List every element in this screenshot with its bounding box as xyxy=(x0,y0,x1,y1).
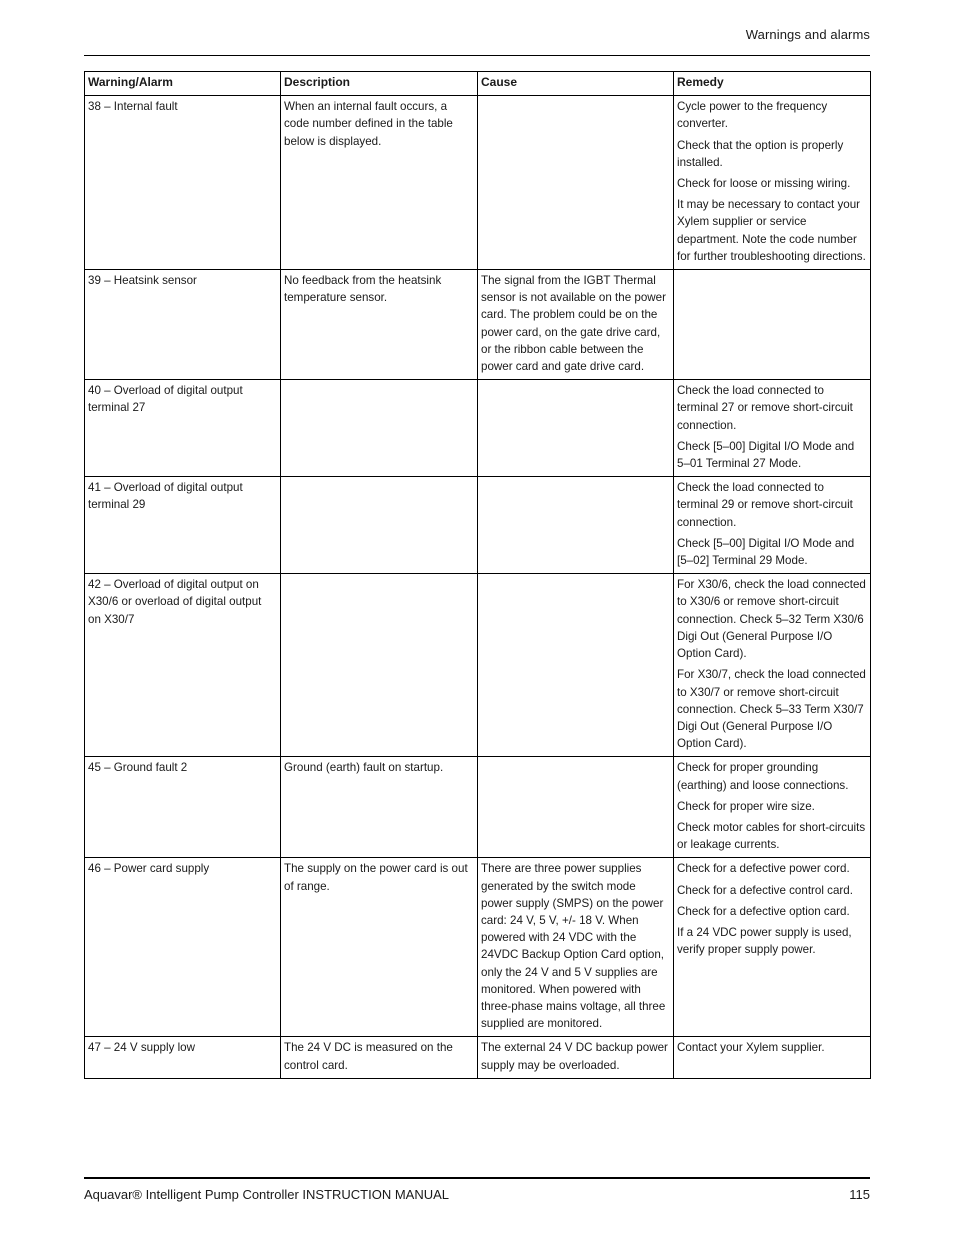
alarms-table xyxy=(84,71,871,1079)
description-cell xyxy=(281,757,478,858)
header-divider xyxy=(84,55,870,56)
remedy-cell xyxy=(674,270,871,380)
remedy-paragraph: Check for a defective control card. xyxy=(677,883,853,897)
remedy-paragraph: It may be necessary to contact your Xylem supplier or service department. Note the code number for further troubleshooting directions. xyxy=(677,198,866,263)
column-header-description: Description xyxy=(281,72,478,96)
description-paragraph: When an internal fault occurs, a code number defined in the table below is displayed. xyxy=(284,100,453,148)
cause-paragraph: The external 24 V DC backup power supply may be overloaded. xyxy=(481,1041,668,1072)
alarm-cell: 40 – Overload of digital output terminal 27 xyxy=(85,380,281,477)
remedy-cell xyxy=(674,858,871,1037)
description-cell xyxy=(281,270,478,380)
description-paragraph: The 24 V DC is measured on the control card. xyxy=(284,1041,453,1072)
remedy-cell xyxy=(674,380,871,477)
cause-cell xyxy=(478,757,674,858)
column-header-cause: Cause xyxy=(478,72,674,96)
remedy-paragraph: For X30/6, check the load connected to X30/6 or remove short-circuit connection. Check 5–32 Term X30/6 Digi Out (General Purpose I/O Option Card). xyxy=(677,578,866,661)
remedy-paragraph: Check for loose or missing wiring. xyxy=(677,177,851,191)
cause-paragraph: There are three power supplies generated by the switch mode power supply (SMPS) on the power card: 24 V, 5 V, +/- 18 V. When powered with 24 VDC with the 24VDC Backup Option Card option, only the 24 V and 5 V supplies are monitored. When powered with three-phase mains voltage, all three supplied are monitored. xyxy=(481,862,666,1031)
column-header-remedy: Remedy xyxy=(674,72,871,96)
alarm-cell: 45 – Ground fault 2 xyxy=(85,757,281,858)
remedy-paragraph: Check [5–00] Digital I/O Mode and [5–02] Terminal 29 Mode. xyxy=(677,536,855,568)
remedy-paragraph: Check for proper wire size. xyxy=(677,799,815,813)
footer-divider xyxy=(84,1177,870,1179)
remedy-cell xyxy=(674,757,871,858)
cause-cell xyxy=(478,858,674,1037)
description-paragraph: The supply on the power card is out of range. xyxy=(284,862,468,893)
alarm-cell: 46 – Power card supply xyxy=(85,858,281,1037)
description-cell xyxy=(281,1037,478,1078)
remedy-cell xyxy=(674,477,871,574)
alarm-cell: 42 – Overload of digital output on X30/6 or overload of digital output on X30/7 xyxy=(85,574,281,757)
table-row xyxy=(85,96,871,270)
section-title: Warnings and alarms xyxy=(745,27,870,42)
alarm-cell: 41 – Overload of digital output terminal 29 xyxy=(85,477,281,574)
remedy-paragraph: Check the load connected to terminal 29 or remove short-circuit connection. xyxy=(677,481,853,529)
description-paragraph: Ground (earth) fault on startup. xyxy=(284,761,444,775)
table-row xyxy=(85,270,871,380)
table-body xyxy=(85,96,871,1079)
cause-paragraph: The signal from the IGBT Thermal sensor is not available on the power card. The problem could be on the power card, on the gate drive card, or the ribbon cable between the power card and gate drive card. xyxy=(481,274,666,374)
cause-cell xyxy=(478,477,674,574)
remedy-paragraph: Check for a defective option card. xyxy=(677,904,850,918)
description-cell xyxy=(281,477,478,574)
column-header-warning-alarm: Warning/Alarm xyxy=(85,72,281,96)
remedy-cell xyxy=(674,1037,871,1078)
alarm-cell: 38 – Internal fault xyxy=(85,96,281,270)
remedy-paragraph: Contact your Xylem supplier. xyxy=(677,1041,825,1055)
description-cell xyxy=(281,574,478,757)
alarm-cell: 47 – 24 V supply low xyxy=(85,1037,281,1078)
manual-title: Aquavar® Intelligent Pump Controller INSTRUCTION MANUAL xyxy=(84,1187,450,1202)
description-cell xyxy=(281,858,478,1037)
cause-cell xyxy=(478,96,674,270)
remedy-paragraph: Check the load connected to terminal 27 or remove short-circuit connection. xyxy=(677,384,853,432)
remedy-paragraph: Check that the option is properly installed. xyxy=(677,138,844,169)
table-row xyxy=(85,858,871,1037)
table-row xyxy=(85,757,871,858)
page-number: 115 xyxy=(849,1187,870,1202)
remedy-cell xyxy=(674,574,871,757)
table-row xyxy=(85,477,871,574)
remedy-paragraph: Check for a defective power cord. xyxy=(677,862,850,876)
remedy-paragraph: For X30/7, check the load connected to X30/7 or remove short-circuit connection. Check 5–33 Term X30/7 Digi Out (General Purpose I/O Option Card). xyxy=(677,668,866,751)
description-paragraph: No feedback from the heatsink temperature sensor. xyxy=(284,274,442,305)
remedy-cell xyxy=(674,96,871,270)
remedy-paragraph: Cycle power to the frequency converter. xyxy=(677,100,828,131)
table-row xyxy=(85,1037,871,1078)
remedy-paragraph: Check motor cables for short-circuits or leakage currents. xyxy=(677,820,866,852)
remedy-paragraph: Check [5–00] Digital I/O Mode and 5–01 Terminal 27 Mode. xyxy=(677,439,855,471)
remedy-paragraph: If a 24 VDC power supply is used, verify proper supply power. xyxy=(677,925,852,957)
description-cell xyxy=(281,96,478,270)
cause-cell xyxy=(478,270,674,380)
cause-cell xyxy=(478,380,674,477)
alarm-cell: 39 – Heatsink sensor xyxy=(85,270,281,380)
table-header-row xyxy=(85,72,871,96)
description-cell xyxy=(281,380,478,477)
cause-cell xyxy=(478,574,674,757)
table-row xyxy=(85,380,871,477)
cause-cell xyxy=(478,1037,674,1078)
table-row xyxy=(85,574,871,757)
remedy-paragraph: Check for proper grounding (earthing) and loose connections. xyxy=(677,761,849,792)
